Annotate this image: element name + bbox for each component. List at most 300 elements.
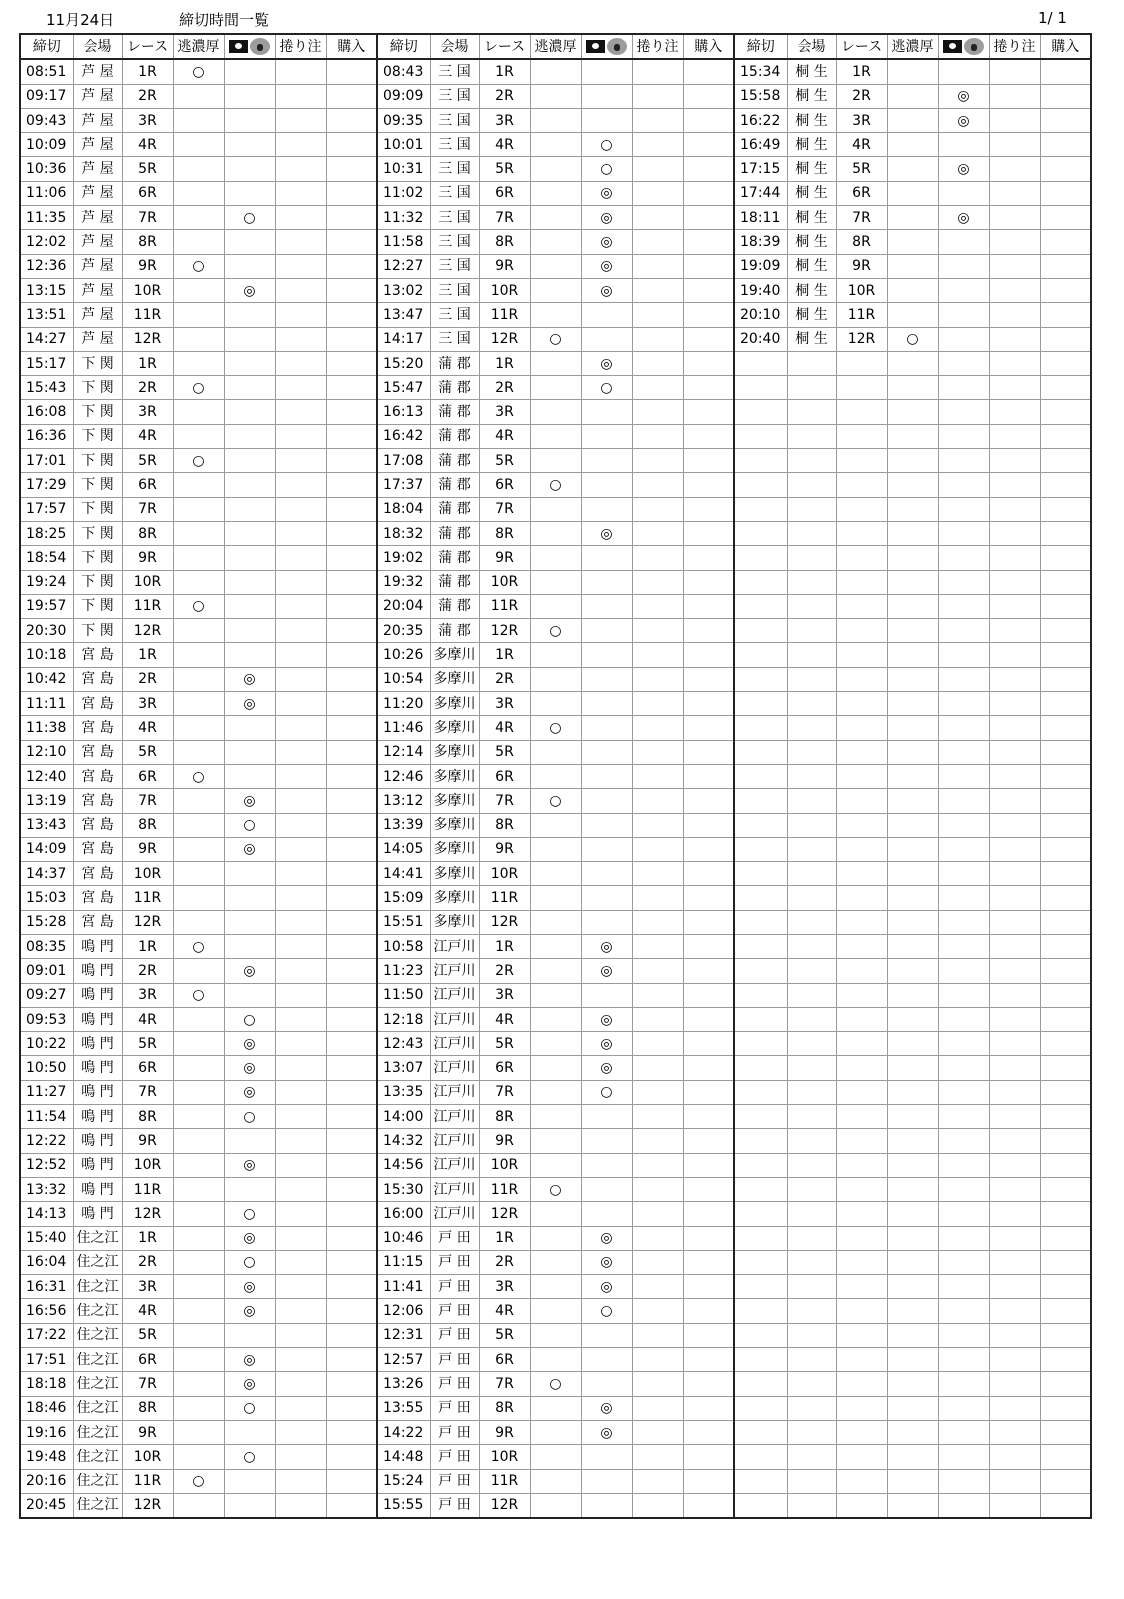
buy-cell[interactable] bbox=[1040, 667, 1091, 691]
buy-cell[interactable] bbox=[1040, 1323, 1091, 1347]
makuri-mark bbox=[632, 1202, 683, 1226]
nige-mark bbox=[173, 959, 224, 983]
buy-cell[interactable] bbox=[1040, 1493, 1091, 1518]
deadline-time: 19:24 bbox=[20, 570, 73, 594]
buy-cell[interactable] bbox=[326, 862, 377, 886]
venue-name bbox=[787, 1202, 836, 1226]
buy-cell[interactable] bbox=[1040, 546, 1091, 570]
buy-cell[interactable] bbox=[1040, 1032, 1091, 1056]
buy-cell[interactable] bbox=[1040, 862, 1091, 886]
buy-cell[interactable] bbox=[326, 1202, 377, 1226]
buy-cell[interactable] bbox=[326, 1080, 377, 1104]
nige-mark bbox=[530, 376, 581, 400]
buy-cell[interactable] bbox=[683, 1299, 734, 1323]
buy-cell[interactable] bbox=[1040, 570, 1091, 594]
buy-cell[interactable] bbox=[683, 84, 734, 108]
icon-mark: ◎ bbox=[224, 1226, 275, 1250]
buy-cell[interactable] bbox=[326, 157, 377, 181]
icon-mark bbox=[938, 667, 989, 691]
buy-cell[interactable] bbox=[683, 789, 734, 813]
buy-cell[interactable] bbox=[1040, 716, 1091, 740]
nige-mark bbox=[173, 1250, 224, 1274]
col-header-makuri: 捲り注 bbox=[275, 34, 326, 59]
buy-cell[interactable] bbox=[326, 546, 377, 570]
buy-cell[interactable] bbox=[1040, 692, 1091, 716]
icon-mark bbox=[938, 886, 989, 910]
buy-cell[interactable] bbox=[683, 157, 734, 181]
buy-cell[interactable] bbox=[683, 108, 734, 132]
deadline-time bbox=[734, 1323, 787, 1347]
makuri-mark bbox=[989, 254, 1040, 278]
buy-cell[interactable] bbox=[1040, 789, 1091, 813]
buy-cell[interactable] bbox=[326, 303, 377, 327]
buy-cell[interactable] bbox=[326, 692, 377, 716]
buy-cell[interactable] bbox=[683, 59, 734, 84]
buy-cell[interactable] bbox=[326, 230, 377, 254]
buy-cell[interactable] bbox=[326, 376, 377, 400]
buy-cell[interactable] bbox=[1040, 643, 1091, 667]
icon-mark bbox=[938, 934, 989, 958]
buy-cell[interactable] bbox=[683, 254, 734, 278]
buy-cell[interactable] bbox=[326, 521, 377, 545]
buy-cell[interactable] bbox=[683, 1396, 734, 1420]
icon-mark bbox=[581, 1348, 632, 1372]
buy-cell[interactable] bbox=[1040, 1080, 1091, 1104]
buy-cell[interactable] bbox=[683, 1129, 734, 1153]
buy-cell[interactable] bbox=[326, 1153, 377, 1177]
buy-cell[interactable] bbox=[1040, 473, 1091, 497]
nige-mark bbox=[173, 886, 224, 910]
nige-mark bbox=[887, 1469, 938, 1493]
venue-name: 三 国 bbox=[430, 84, 479, 108]
nige-mark bbox=[887, 667, 938, 691]
buy-cell[interactable] bbox=[683, 424, 734, 448]
buy-cell[interactable] bbox=[1040, 376, 1091, 400]
table-row bbox=[20, 1129, 1091, 1153]
buy-cell[interactable] bbox=[683, 206, 734, 230]
buy-cell[interactable] bbox=[326, 84, 377, 108]
icon-mark bbox=[581, 667, 632, 691]
buy-cell[interactable] bbox=[326, 497, 377, 521]
buy-cell[interactable] bbox=[326, 1105, 377, 1129]
buy-cell[interactable] bbox=[1040, 424, 1091, 448]
deadline-time: 14:41 bbox=[377, 862, 430, 886]
buy-cell[interactable] bbox=[683, 570, 734, 594]
buy-cell[interactable] bbox=[326, 1420, 377, 1444]
buy-cell[interactable] bbox=[683, 1202, 734, 1226]
icon-mark bbox=[581, 327, 632, 351]
buy-cell[interactable] bbox=[1040, 108, 1091, 132]
nige-mark bbox=[887, 643, 938, 667]
deadline-time: 11:54 bbox=[20, 1105, 73, 1129]
icon-mark: ◎ bbox=[938, 206, 989, 230]
icon-mark: ◎ bbox=[224, 278, 275, 302]
buy-cell[interactable] bbox=[1040, 934, 1091, 958]
buy-cell[interactable] bbox=[683, 1469, 734, 1493]
buy-cell[interactable] bbox=[683, 1372, 734, 1396]
buy-cell[interactable] bbox=[326, 449, 377, 473]
buy-cell[interactable] bbox=[1040, 1250, 1091, 1274]
buy-cell[interactable] bbox=[1040, 813, 1091, 837]
buy-cell[interactable] bbox=[1040, 133, 1091, 157]
icon-mark: ◎ bbox=[581, 351, 632, 375]
race-number: 5R bbox=[479, 1032, 530, 1056]
buy-cell[interactable] bbox=[326, 1129, 377, 1153]
nige-mark bbox=[530, 1396, 581, 1420]
nige-mark bbox=[887, 206, 938, 230]
nige-mark bbox=[530, 764, 581, 788]
deadline-time: 12:40 bbox=[20, 764, 73, 788]
buy-cell[interactable] bbox=[1040, 1348, 1091, 1372]
buy-cell[interactable] bbox=[1040, 303, 1091, 327]
venue-name bbox=[787, 1056, 836, 1080]
buy-cell[interactable] bbox=[683, 1420, 734, 1444]
race-number bbox=[836, 1226, 887, 1250]
deadline-time: 16:22 bbox=[734, 108, 787, 132]
venue-name: 芦 屋 bbox=[73, 327, 122, 351]
buy-cell[interactable] bbox=[326, 181, 377, 205]
race-number bbox=[836, 764, 887, 788]
nige-mark bbox=[173, 1105, 224, 1129]
nige-mark bbox=[530, 1153, 581, 1177]
buy-cell[interactable] bbox=[683, 886, 734, 910]
koala-icon bbox=[964, 38, 984, 55]
buy-cell[interactable] bbox=[1040, 910, 1091, 934]
buy-cell[interactable] bbox=[1040, 983, 1091, 1007]
buy-cell[interactable] bbox=[683, 934, 734, 958]
buy-cell[interactable] bbox=[1040, 400, 1091, 424]
buy-cell[interactable] bbox=[326, 206, 377, 230]
buy-cell[interactable] bbox=[326, 764, 377, 788]
makuri-mark bbox=[989, 327, 1040, 351]
race-number bbox=[836, 1105, 887, 1129]
buy-cell[interactable] bbox=[683, 546, 734, 570]
deadline-time: 19:02 bbox=[377, 546, 430, 570]
icon-mark: ◎ bbox=[938, 84, 989, 108]
buy-cell[interactable] bbox=[1040, 764, 1091, 788]
buy-cell[interactable] bbox=[1040, 886, 1091, 910]
deadline-time bbox=[734, 1129, 787, 1153]
buy-cell[interactable] bbox=[683, 764, 734, 788]
buy-cell[interactable] bbox=[683, 303, 734, 327]
buy-cell[interactable] bbox=[683, 983, 734, 1007]
table-row bbox=[20, 1080, 1091, 1104]
icon-mark bbox=[224, 108, 275, 132]
buy-cell[interactable] bbox=[683, 643, 734, 667]
buy-cell[interactable] bbox=[683, 716, 734, 740]
buy-cell[interactable] bbox=[683, 959, 734, 983]
buy-cell[interactable] bbox=[683, 1493, 734, 1518]
buy-cell[interactable] bbox=[1040, 594, 1091, 618]
buy-cell[interactable] bbox=[326, 643, 377, 667]
buy-cell[interactable] bbox=[683, 837, 734, 861]
race-number bbox=[836, 1445, 887, 1469]
icon-mark bbox=[581, 546, 632, 570]
race-number: 4R bbox=[122, 1007, 173, 1031]
buy-cell[interactable] bbox=[683, 133, 734, 157]
nige-mark bbox=[173, 1202, 224, 1226]
deadline-time: 13:19 bbox=[20, 789, 73, 813]
nige-mark bbox=[173, 473, 224, 497]
buy-cell[interactable] bbox=[326, 400, 377, 424]
buy-cell[interactable] bbox=[326, 1177, 377, 1201]
buy-cell[interactable] bbox=[1040, 1007, 1091, 1031]
makuri-mark bbox=[632, 1372, 683, 1396]
buy-cell[interactable] bbox=[683, 473, 734, 497]
nige-mark bbox=[173, 181, 224, 205]
buy-cell[interactable] bbox=[326, 59, 377, 84]
buy-cell[interactable] bbox=[683, 327, 734, 351]
buy-cell[interactable] bbox=[1040, 1469, 1091, 1493]
buy-cell[interactable] bbox=[326, 1299, 377, 1323]
buy-cell[interactable] bbox=[1040, 157, 1091, 181]
buy-cell[interactable] bbox=[1040, 1056, 1091, 1080]
nige-mark bbox=[887, 789, 938, 813]
icon-mark bbox=[581, 716, 632, 740]
buy-cell[interactable] bbox=[326, 1348, 377, 1372]
buy-cell[interactable] bbox=[1040, 1445, 1091, 1469]
buy-cell[interactable] bbox=[683, 667, 734, 691]
deadline-time: 11:35 bbox=[20, 206, 73, 230]
buy-cell[interactable] bbox=[326, 667, 377, 691]
buy-cell[interactable] bbox=[326, 813, 377, 837]
makuri-mark bbox=[275, 959, 326, 983]
deadline-time bbox=[734, 1105, 787, 1129]
buy-cell[interactable] bbox=[1040, 619, 1091, 643]
deadline-time: 16:31 bbox=[20, 1275, 73, 1299]
buy-cell[interactable] bbox=[683, 400, 734, 424]
makuri-mark bbox=[632, 1299, 683, 1323]
buy-cell[interactable] bbox=[326, 1056, 377, 1080]
buy-cell[interactable] bbox=[1040, 1299, 1091, 1323]
buy-cell[interactable] bbox=[326, 1469, 377, 1493]
buy-cell[interactable] bbox=[683, 1445, 734, 1469]
race-number bbox=[836, 376, 887, 400]
buy-cell[interactable] bbox=[683, 813, 734, 837]
buy-cell[interactable] bbox=[683, 619, 734, 643]
buy-cell[interactable] bbox=[1040, 1105, 1091, 1129]
buy-cell[interactable] bbox=[683, 594, 734, 618]
buy-cell[interactable] bbox=[326, 837, 377, 861]
makuri-mark bbox=[275, 376, 326, 400]
buy-cell[interactable] bbox=[1040, 1372, 1091, 1396]
buy-cell[interactable] bbox=[326, 594, 377, 618]
buy-cell[interactable] bbox=[1040, 521, 1091, 545]
buy-cell[interactable] bbox=[1040, 351, 1091, 375]
nige-mark bbox=[530, 230, 581, 254]
venue-name: 江戸川 bbox=[430, 1129, 479, 1153]
buy-cell[interactable] bbox=[1040, 230, 1091, 254]
makuri-mark bbox=[989, 133, 1040, 157]
venue-name bbox=[787, 667, 836, 691]
buy-cell[interactable] bbox=[1040, 1153, 1091, 1177]
buy-cell[interactable] bbox=[1040, 1275, 1091, 1299]
buy-cell[interactable] bbox=[683, 1348, 734, 1372]
makuri-mark bbox=[275, 837, 326, 861]
race-number: 4R bbox=[122, 716, 173, 740]
buy-cell[interactable] bbox=[683, 351, 734, 375]
buy-cell[interactable] bbox=[683, 181, 734, 205]
buy-cell[interactable] bbox=[326, 1493, 377, 1518]
nige-mark bbox=[887, 1129, 938, 1153]
buy-cell[interactable] bbox=[326, 983, 377, 1007]
buy-cell[interactable] bbox=[326, 934, 377, 958]
buy-cell[interactable] bbox=[683, 1323, 734, 1347]
race-number bbox=[836, 813, 887, 837]
buy-cell[interactable] bbox=[683, 1177, 734, 1201]
buy-cell[interactable] bbox=[326, 327, 377, 351]
buy-cell[interactable] bbox=[683, 376, 734, 400]
buy-cell[interactable] bbox=[326, 473, 377, 497]
buy-cell[interactable] bbox=[683, 910, 734, 934]
venue-name bbox=[787, 1007, 836, 1031]
buy-cell[interactable] bbox=[326, 254, 377, 278]
icon-mark: ◎ bbox=[581, 1007, 632, 1031]
buy-cell[interactable] bbox=[1040, 1226, 1091, 1250]
buy-cell[interactable] bbox=[683, 497, 734, 521]
race-number: 9R bbox=[479, 1129, 530, 1153]
icon-mark bbox=[581, 1469, 632, 1493]
buy-cell[interactable] bbox=[326, 619, 377, 643]
buy-cell[interactable] bbox=[1040, 278, 1091, 302]
deadline-time bbox=[734, 740, 787, 764]
buy-cell[interactable] bbox=[1040, 740, 1091, 764]
nige-mark bbox=[173, 303, 224, 327]
icon-mark: ◎ bbox=[581, 278, 632, 302]
race-number bbox=[836, 521, 887, 545]
makuri-mark bbox=[989, 449, 1040, 473]
nige-mark bbox=[887, 157, 938, 181]
buy-cell[interactable] bbox=[1040, 181, 1091, 205]
venue-name bbox=[787, 764, 836, 788]
deadline-time: 12:14 bbox=[377, 740, 430, 764]
buy-cell[interactable] bbox=[1040, 837, 1091, 861]
buy-cell[interactable] bbox=[326, 570, 377, 594]
buy-cell[interactable] bbox=[683, 1007, 734, 1031]
buy-cell[interactable] bbox=[326, 1032, 377, 1056]
buy-cell[interactable] bbox=[683, 862, 734, 886]
makuri-mark bbox=[989, 1493, 1040, 1518]
icon-mark: ◎ bbox=[224, 1153, 275, 1177]
nige-mark bbox=[173, 133, 224, 157]
race-number: 5R bbox=[836, 157, 887, 181]
buy-cell[interactable] bbox=[326, 886, 377, 910]
venue-name bbox=[787, 716, 836, 740]
buy-cell[interactable] bbox=[683, 692, 734, 716]
venue-name: 住之江 bbox=[73, 1323, 122, 1347]
race-number: 12R bbox=[122, 327, 173, 351]
buy-cell[interactable] bbox=[326, 1372, 377, 1396]
buy-cell[interactable] bbox=[326, 1275, 377, 1299]
buy-cell[interactable] bbox=[683, 1105, 734, 1129]
nige-mark bbox=[530, 1250, 581, 1274]
buy-cell[interactable] bbox=[683, 1153, 734, 1177]
venue-name bbox=[787, 1032, 836, 1056]
deadline-time: 15:20 bbox=[377, 351, 430, 375]
buy-cell[interactable] bbox=[1040, 84, 1091, 108]
buy-cell[interactable] bbox=[326, 959, 377, 983]
buy-cell[interactable] bbox=[683, 1226, 734, 1250]
buy-cell[interactable] bbox=[326, 1396, 377, 1420]
buy-cell[interactable] bbox=[326, 108, 377, 132]
buy-cell[interactable] bbox=[1040, 497, 1091, 521]
buy-cell[interactable] bbox=[1040, 1129, 1091, 1153]
buy-cell[interactable] bbox=[326, 740, 377, 764]
buy-cell[interactable] bbox=[326, 1007, 377, 1031]
race-number bbox=[836, 1348, 887, 1372]
buy-cell[interactable] bbox=[683, 1080, 734, 1104]
race-number: 3R bbox=[122, 1275, 173, 1299]
icon-mark bbox=[224, 1129, 275, 1153]
deadline-time: 16:42 bbox=[377, 424, 430, 448]
buy-cell[interactable] bbox=[683, 230, 734, 254]
buy-cell[interactable] bbox=[326, 1250, 377, 1274]
buy-cell[interactable] bbox=[683, 278, 734, 302]
icon-mark bbox=[224, 376, 275, 400]
buy-cell[interactable] bbox=[1040, 1202, 1091, 1226]
buy-cell[interactable] bbox=[1040, 449, 1091, 473]
buy-cell[interactable] bbox=[1040, 959, 1091, 983]
buy-cell[interactable] bbox=[1040, 206, 1091, 230]
buy-cell[interactable] bbox=[683, 1275, 734, 1299]
buy-cell[interactable] bbox=[326, 716, 377, 740]
venue-name bbox=[787, 521, 836, 545]
venue-name bbox=[787, 959, 836, 983]
buy-cell[interactable] bbox=[326, 789, 377, 813]
buy-cell[interactable] bbox=[683, 1250, 734, 1274]
buy-cell[interactable] bbox=[326, 424, 377, 448]
buy-cell[interactable] bbox=[326, 1323, 377, 1347]
race-number: 8R bbox=[122, 813, 173, 837]
buy-cell[interactable] bbox=[683, 1032, 734, 1056]
deadline-time: 08:51 bbox=[20, 59, 73, 84]
icon-mark: ◎ bbox=[581, 1032, 632, 1056]
venue-name: 蒲 郡 bbox=[430, 570, 479, 594]
race-number: 1R bbox=[479, 59, 530, 84]
buy-cell[interactable] bbox=[683, 449, 734, 473]
buy-cell[interactable] bbox=[683, 521, 734, 545]
col-header-nige: 逃濃厚 bbox=[173, 34, 224, 59]
deadline-time: 14:00 bbox=[377, 1105, 430, 1129]
race-number: 7R bbox=[836, 206, 887, 230]
buy-cell[interactable] bbox=[326, 1445, 377, 1469]
makuri-mark bbox=[632, 643, 683, 667]
buy-cell[interactable] bbox=[1040, 1396, 1091, 1420]
buy-cell[interactable] bbox=[1040, 327, 1091, 351]
table-row bbox=[20, 910, 1091, 934]
buy-cell[interactable] bbox=[683, 740, 734, 764]
nige-mark bbox=[173, 278, 224, 302]
nige-mark bbox=[173, 789, 224, 813]
buy-cell[interactable] bbox=[326, 278, 377, 302]
buy-cell[interactable] bbox=[1040, 254, 1091, 278]
venue-name: 宮 島 bbox=[73, 837, 122, 861]
buy-cell[interactable] bbox=[1040, 1420, 1091, 1444]
nige-mark bbox=[530, 133, 581, 157]
deadline-time: 12:31 bbox=[377, 1323, 430, 1347]
buy-cell[interactable] bbox=[1040, 1177, 1091, 1201]
buy-cell[interactable] bbox=[1040, 59, 1091, 84]
buy-cell[interactable] bbox=[326, 351, 377, 375]
race-number: 9R bbox=[122, 837, 173, 861]
makuri-mark bbox=[989, 1226, 1040, 1250]
buy-cell[interactable] bbox=[326, 910, 377, 934]
buy-cell[interactable] bbox=[326, 1226, 377, 1250]
makuri-mark bbox=[989, 1080, 1040, 1104]
makuri-mark bbox=[989, 1007, 1040, 1031]
buy-cell[interactable] bbox=[326, 133, 377, 157]
buy-cell[interactable] bbox=[683, 1056, 734, 1080]
